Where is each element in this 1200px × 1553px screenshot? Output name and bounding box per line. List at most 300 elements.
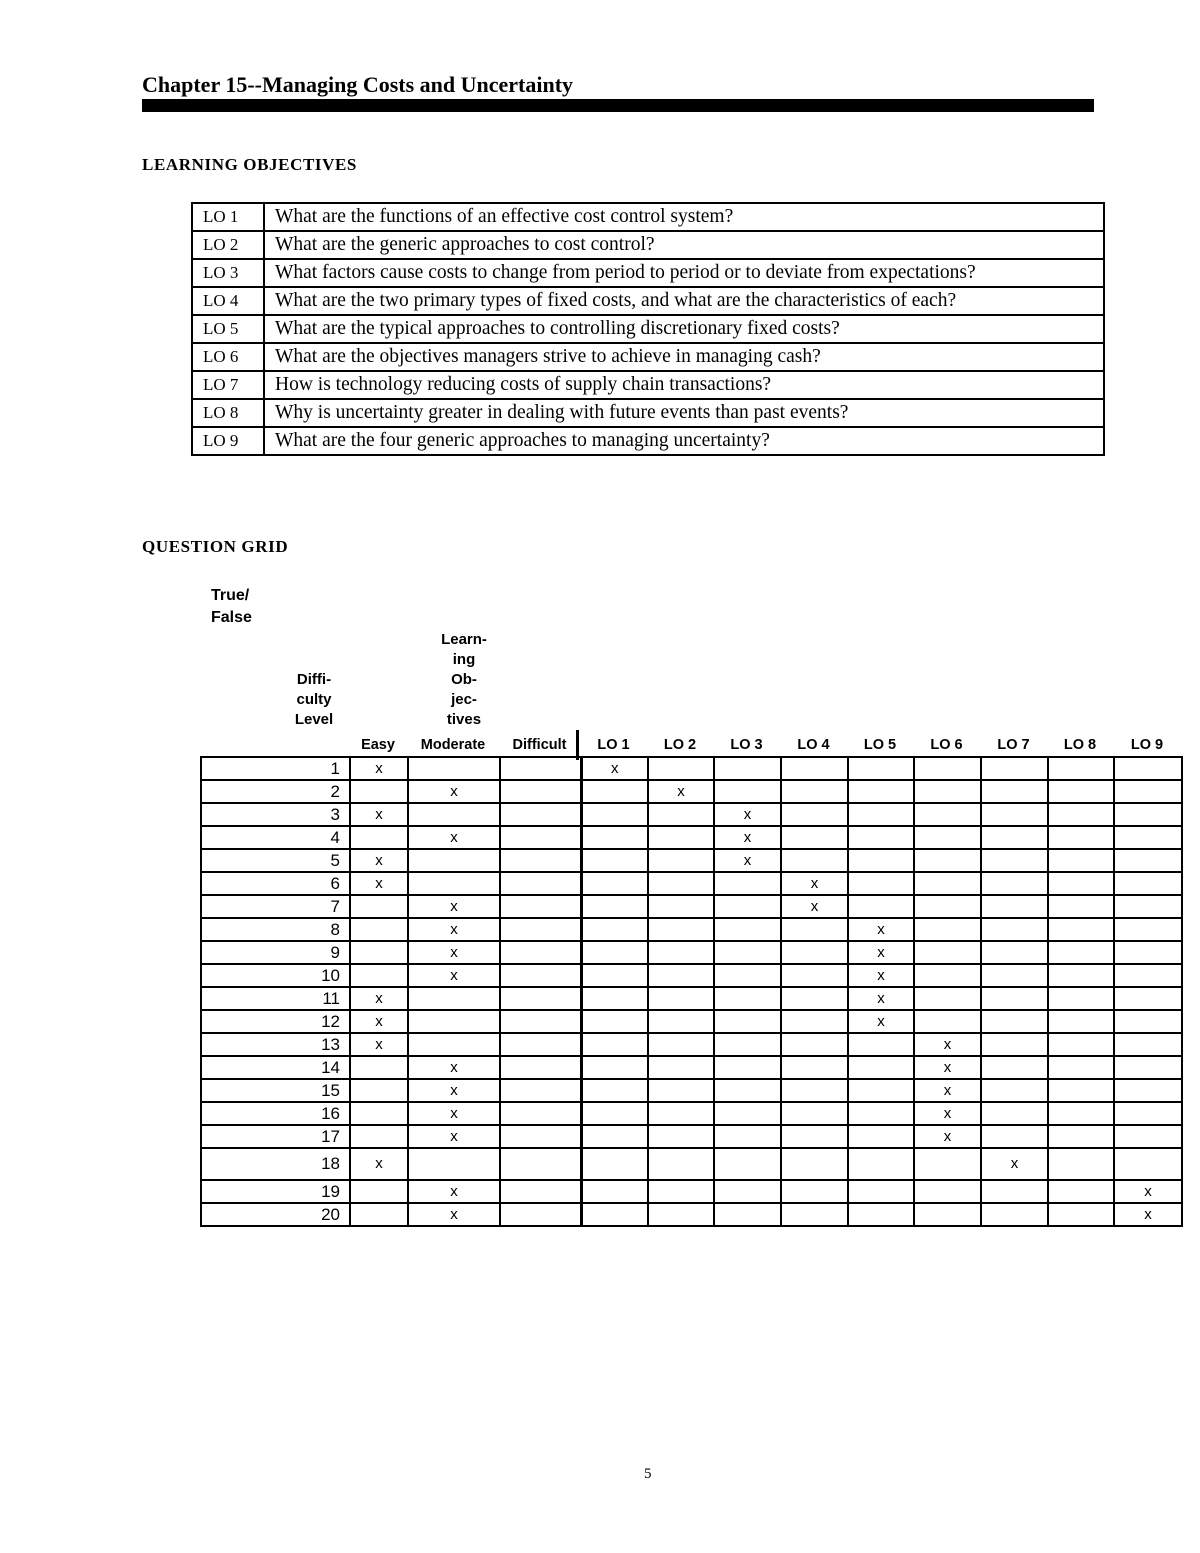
grid-empty-cell <box>500 987 581 1010</box>
grid-empty-cell <box>350 918 408 941</box>
objective-code: LO 4 <box>192 287 264 315</box>
grid-empty-cell <box>500 1033 581 1056</box>
learning-objectives-table <box>191 202 1105 456</box>
grid-empty-cell <box>848 803 914 826</box>
grid-empty-cell <box>408 987 500 1010</box>
grid-empty-cell <box>500 757 581 780</box>
grid-empty-cell <box>408 803 500 826</box>
grid-empty-cell <box>581 1102 648 1125</box>
learning-objective-row <box>192 315 1104 343</box>
question-row <box>201 987 1182 1010</box>
question-number: 19 <box>201 1180 350 1203</box>
grid-mark-cell: x <box>408 941 500 964</box>
grid-empty-cell <box>914 987 981 1010</box>
grid-empty-cell <box>781 1033 848 1056</box>
grid-empty-cell <box>1048 987 1114 1010</box>
grid-empty-cell <box>981 1125 1048 1148</box>
learning-objective-row <box>192 343 1104 371</box>
grid-empty-cell <box>1114 941 1182 964</box>
learning-objective-row <box>192 203 1104 231</box>
grid-mark-cell: x <box>848 964 914 987</box>
objective-text: What are the generic approaches to cost control? <box>264 231 1104 259</box>
grid-empty-cell <box>914 872 981 895</box>
grid-empty-cell <box>581 849 648 872</box>
learning-objective-row <box>192 259 1104 287</box>
grid-mark-cell: x <box>714 803 781 826</box>
grid-empty-cell <box>714 1079 781 1102</box>
grid-mark-cell: x <box>408 1102 500 1125</box>
grid-empty-cell <box>1048 872 1114 895</box>
grid-empty-cell <box>781 1148 848 1180</box>
grid-empty-cell <box>848 895 914 918</box>
grid-empty-cell <box>848 872 914 895</box>
grid-empty-cell <box>408 757 500 780</box>
grid-mark-cell: x <box>350 1033 408 1056</box>
grid-empty-cell <box>1114 757 1182 780</box>
grid-empty-cell <box>981 987 1048 1010</box>
question-number: 5 <box>201 849 350 872</box>
grid-empty-cell <box>1114 1033 1182 1056</box>
question-number: 11 <box>201 987 350 1010</box>
difficulty-column-header: Difficult <box>512 737 567 753</box>
grid-empty-cell <box>1048 941 1114 964</box>
objective-column-header: LO 1 <box>597 737 630 753</box>
objective-text: What are the functions of an effective cost control system? <box>264 203 1104 231</box>
grid-empty-cell <box>981 780 1048 803</box>
header-line: Diffi- <box>296 671 332 688</box>
grid-empty-cell <box>848 849 914 872</box>
grid-empty-cell <box>1114 895 1182 918</box>
grid-empty-cell <box>500 803 581 826</box>
question-row <box>201 1056 1182 1079</box>
objective-text: How is technology reducing costs of supply chain transactions? <box>264 371 1104 399</box>
grid-empty-cell <box>714 918 781 941</box>
objective-code: LO 5 <box>192 315 264 343</box>
grid-empty-cell <box>1114 849 1182 872</box>
objective-code: LO 8 <box>192 399 264 427</box>
grid-empty-cell <box>500 1102 581 1125</box>
grid-empty-cell <box>1114 1010 1182 1033</box>
objective-column-header: LO 2 <box>663 737 697 753</box>
grid-empty-cell <box>1048 1010 1114 1033</box>
grid-empty-cell <box>848 1079 914 1102</box>
grid-empty-cell <box>648 1010 714 1033</box>
grid-empty-cell <box>1048 1079 1114 1102</box>
grid-empty-cell <box>1048 1203 1114 1226</box>
title-rule <box>142 99 1094 112</box>
grid-empty-cell <box>1048 757 1114 780</box>
learning-objective-row <box>192 231 1104 259</box>
grid-empty-cell <box>714 964 781 987</box>
grid-empty-cell <box>714 1203 781 1226</box>
grid-mark-cell: x <box>848 941 914 964</box>
grid-empty-cell <box>1114 803 1182 826</box>
grid-empty-cell <box>500 918 581 941</box>
grid-empty-cell <box>1114 1148 1182 1180</box>
grid-empty-cell <box>1048 1180 1114 1203</box>
grid-empty-cell <box>981 1033 1048 1056</box>
question-grid-heading: QUESTION GRID <box>142 537 289 556</box>
grid-empty-cell <box>648 941 714 964</box>
grid-empty-cell <box>500 941 581 964</box>
grid-empty-cell <box>714 1010 781 1033</box>
question-number: 8 <box>201 918 350 941</box>
grid-empty-cell <box>981 918 1048 941</box>
grid-empty-cell <box>648 987 714 1010</box>
grid-empty-cell <box>408 1010 500 1033</box>
objective-text: What are the four generic approaches to managing uncertainty? <box>264 427 1104 455</box>
grid-empty-cell <box>648 1148 714 1180</box>
grid-empty-cell <box>581 918 648 941</box>
grid-mark-cell: x <box>914 1102 981 1125</box>
grid-empty-cell <box>848 1203 914 1226</box>
question-number: 4 <box>201 826 350 849</box>
grid-empty-cell <box>350 826 408 849</box>
grid-empty-cell <box>1048 826 1114 849</box>
grid-empty-cell <box>781 1056 848 1079</box>
grid-empty-cell <box>408 872 500 895</box>
grid-empty-cell <box>648 826 714 849</box>
grid-empty-cell <box>714 872 781 895</box>
grid-mark-cell: x <box>714 826 781 849</box>
grid-empty-cell <box>781 918 848 941</box>
grid-empty-cell <box>350 1056 408 1079</box>
grid-mark-cell: x <box>914 1079 981 1102</box>
grid-empty-cell <box>714 1180 781 1203</box>
grid-empty-cell <box>781 826 848 849</box>
grid-empty-cell <box>648 757 714 780</box>
objective-column-header: LO 6 <box>930 737 963 753</box>
grid-empty-cell <box>981 1203 1048 1226</box>
grid-empty-cell <box>581 987 648 1010</box>
grid-empty-cell <box>848 1148 914 1180</box>
grid-empty-cell <box>648 1180 714 1203</box>
learning-objective-row <box>192 399 1104 427</box>
objective-column-header: LO 4 <box>797 737 830 753</box>
grid-empty-cell <box>350 1125 408 1148</box>
grid-empty-cell <box>581 1056 648 1079</box>
header-line: Ob- <box>451 671 477 688</box>
learning-objective-row <box>192 427 1104 455</box>
grid-empty-cell <box>981 872 1048 895</box>
grid-empty-cell <box>1048 803 1114 826</box>
question-number: 3 <box>201 803 350 826</box>
header-line: tives <box>446 711 482 728</box>
grid-empty-cell <box>500 1010 581 1033</box>
grid-mark-cell: x <box>714 849 781 872</box>
grid-empty-cell <box>781 803 848 826</box>
grid-mark-cell: x <box>350 1010 408 1033</box>
grid-empty-cell <box>714 1033 781 1056</box>
grid-mark-cell: x <box>408 964 500 987</box>
grid-empty-cell <box>981 895 1048 918</box>
question-number: 10 <box>201 964 350 987</box>
grid-empty-cell <box>1048 1033 1114 1056</box>
header-line: culty <box>296 691 332 708</box>
grid-empty-cell <box>648 1033 714 1056</box>
grid-empty-cell <box>500 1125 581 1148</box>
grid-empty-cell <box>1114 1125 1182 1148</box>
grid-empty-cell <box>581 941 648 964</box>
grid-empty-cell <box>914 941 981 964</box>
objective-code: LO 7 <box>192 371 264 399</box>
grid-empty-cell <box>500 1180 581 1203</box>
question-number: 1 <box>201 757 350 780</box>
grid-empty-cell <box>981 1102 1048 1125</box>
grid-empty-cell <box>648 1102 714 1125</box>
grid-mark-cell: x <box>350 849 408 872</box>
grid-empty-cell <box>781 964 848 987</box>
grid-mark-cell: x <box>781 872 848 895</box>
objective-text: What factors cause costs to change from period to period or to deviate from expectations? <box>264 259 1104 287</box>
grid-mark-cell: x <box>981 1148 1048 1180</box>
grid-empty-cell <box>848 1033 914 1056</box>
grid-mark-cell: x <box>350 803 408 826</box>
grid-empty-cell <box>581 964 648 987</box>
grid-empty-cell <box>581 1203 648 1226</box>
grid-empty-cell <box>781 1079 848 1102</box>
grid-empty-cell <box>1048 1125 1114 1148</box>
grid-empty-cell <box>648 1203 714 1226</box>
question-number: 6 <box>201 872 350 895</box>
question-row <box>201 1033 1182 1056</box>
grid-empty-cell <box>714 1056 781 1079</box>
difficulty-column-header: Easy <box>361 737 395 753</box>
grid-empty-cell <box>714 757 781 780</box>
grid-empty-cell <box>1048 918 1114 941</box>
grid-empty-cell <box>1114 872 1182 895</box>
question-row <box>201 1125 1182 1148</box>
objective-code: LO 2 <box>192 231 264 259</box>
learning-objectives-heading: LEARNING OBJECTIVES <box>142 155 357 174</box>
grid-empty-cell <box>500 964 581 987</box>
grid-empty-cell <box>500 895 581 918</box>
grid-mark-cell: x <box>408 1056 500 1079</box>
grid-empty-cell <box>648 849 714 872</box>
objective-column-header: LO 7 <box>997 737 1030 753</box>
question-type-label <box>211 585 252 629</box>
header-line: ing <box>452 651 476 668</box>
grid-empty-cell <box>981 1056 1048 1079</box>
grid-empty-cell <box>781 780 848 803</box>
grid-empty-cell <box>714 987 781 1010</box>
objective-column-header: LO 9 <box>1130 737 1164 753</box>
header-line: jec- <box>451 691 477 708</box>
grid-empty-cell <box>981 1180 1048 1203</box>
grid-mark-cell: x <box>848 987 914 1010</box>
difficulty-column-header: Moderate <box>420 737 486 753</box>
learning-objectives-header <box>414 630 514 730</box>
grid-empty-cell <box>914 1203 981 1226</box>
grid-empty-cell <box>500 1056 581 1079</box>
grid-empty-cell <box>1114 780 1182 803</box>
grid-empty-cell <box>500 826 581 849</box>
question-number: 9 <box>201 941 350 964</box>
question-number: 14 <box>201 1056 350 1079</box>
learning-objective-row <box>192 287 1104 315</box>
grid-mark-cell: x <box>781 895 848 918</box>
grid-mark-cell: x <box>848 1010 914 1033</box>
grid-empty-cell <box>581 1079 648 1102</box>
grid-empty-cell <box>350 1180 408 1203</box>
grid-empty-cell <box>914 1148 981 1180</box>
grid-empty-cell <box>1048 895 1114 918</box>
grid-empty-cell <box>914 918 981 941</box>
question-number: 2 <box>201 780 350 803</box>
grid-empty-cell <box>981 803 1048 826</box>
grid-empty-cell <box>1048 1056 1114 1079</box>
objective-text: What are the two primary types of fixed costs, and what are the characteristics of each? <box>264 287 1104 315</box>
question-row <box>201 872 1182 895</box>
question-row <box>201 918 1182 941</box>
grid-empty-cell <box>581 1033 648 1056</box>
grid-mark-cell: x <box>914 1056 981 1079</box>
grid-empty-cell <box>914 964 981 987</box>
objective-column-header: LO 3 <box>730 737 763 753</box>
grid-mark-cell: x <box>648 780 714 803</box>
grid-mark-cell: x <box>408 895 500 918</box>
grid-empty-cell <box>648 1125 714 1148</box>
grid-empty-cell <box>981 849 1048 872</box>
grid-empty-cell <box>581 872 648 895</box>
question-row <box>201 1148 1182 1180</box>
header-line: Learn- <box>441 631 487 648</box>
grid-empty-cell <box>1114 826 1182 849</box>
question-row <box>201 964 1182 987</box>
chapter-title: Chapter 15--Managing Costs and Uncertainty <box>142 72 574 97</box>
grid-empty-cell <box>350 964 408 987</box>
grid-empty-cell <box>350 895 408 918</box>
question-row <box>201 826 1182 849</box>
grid-mark-cell: x <box>581 757 648 780</box>
grid-empty-cell <box>848 1125 914 1148</box>
grid-empty-cell <box>781 849 848 872</box>
question-type-line: True/ <box>211 587 250 604</box>
grid-empty-cell <box>848 1056 914 1079</box>
grid-empty-cell <box>781 1180 848 1203</box>
grid-empty-cell <box>648 918 714 941</box>
grid-empty-cell <box>914 826 981 849</box>
grid-empty-cell <box>914 1010 981 1033</box>
grid-empty-cell <box>648 1079 714 1102</box>
grid-empty-cell <box>981 757 1048 780</box>
question-row <box>201 803 1182 826</box>
grid-empty-cell <box>648 1056 714 1079</box>
grid-mark-cell: x <box>350 872 408 895</box>
grid-empty-cell <box>781 1203 848 1226</box>
question-number: 20 <box>201 1203 350 1226</box>
grid-empty-cell <box>914 849 981 872</box>
question-type-line: False <box>211 609 252 626</box>
question-number: 16 <box>201 1102 350 1125</box>
question-row <box>201 895 1182 918</box>
objective-code: LO 9 <box>192 427 264 455</box>
grid-empty-cell <box>1048 1102 1114 1125</box>
header-line: Level <box>294 711 334 728</box>
grid-mark-cell: x <box>408 780 500 803</box>
grid-empty-cell <box>350 1203 408 1226</box>
grid-empty-cell <box>1114 1102 1182 1125</box>
grid-empty-cell <box>714 1148 781 1180</box>
objective-column-header: LO 8 <box>1063 737 1097 753</box>
grid-empty-cell <box>1048 849 1114 872</box>
grid-empty-cell <box>1114 918 1182 941</box>
question-number: 13 <box>201 1033 350 1056</box>
question-number: 15 <box>201 1079 350 1102</box>
grid-empty-cell <box>1114 1056 1182 1079</box>
grid-empty-cell <box>981 1079 1048 1102</box>
grid-empty-cell <box>581 780 648 803</box>
grid-empty-cell <box>981 964 1048 987</box>
grid-mark-cell: x <box>408 918 500 941</box>
objective-column-header: LO 5 <box>863 737 897 753</box>
grid-empty-cell <box>914 895 981 918</box>
grid-empty-cell <box>581 803 648 826</box>
grid-empty-cell <box>1114 964 1182 987</box>
grid-empty-cell <box>500 780 581 803</box>
objective-text: What are the typical approaches to controlling discretionary fixed costs? <box>264 315 1104 343</box>
question-row <box>201 1102 1182 1125</box>
grid-empty-cell <box>781 1010 848 1033</box>
grid-empty-cell <box>914 803 981 826</box>
grid-empty-cell <box>648 872 714 895</box>
grid-empty-cell <box>581 826 648 849</box>
objective-text: Why is uncertainty greater in dealing with future events than past events? <box>264 399 1104 427</box>
question-number: 12 <box>201 1010 350 1033</box>
grid-empty-cell <box>581 1148 648 1180</box>
grid-mark-cell: x <box>848 918 914 941</box>
grid-empty-cell <box>714 895 781 918</box>
question-row <box>201 1203 1182 1226</box>
grid-empty-cell <box>981 941 1048 964</box>
question-row <box>201 1180 1182 1203</box>
grid-empty-cell <box>848 826 914 849</box>
objective-code: LO 1 <box>192 203 264 231</box>
grid-mark-cell: x <box>1114 1203 1182 1226</box>
question-row <box>201 1079 1182 1102</box>
grid-empty-cell <box>581 1180 648 1203</box>
difficulty-level-header <box>279 670 349 730</box>
grid-empty-cell <box>714 941 781 964</box>
grid-mark-cell: x <box>1114 1180 1182 1203</box>
grid-mark-cell: x <box>408 1079 500 1102</box>
grid-empty-cell <box>1048 1148 1114 1180</box>
grid-empty-cell <box>581 1010 648 1033</box>
grid-empty-cell <box>350 941 408 964</box>
grid-mark-cell: x <box>350 987 408 1010</box>
question-number: 18 <box>201 1148 350 1180</box>
question-number: 17 <box>201 1125 350 1148</box>
grid-empty-cell <box>981 1010 1048 1033</box>
grid-empty-cell <box>350 780 408 803</box>
question-row <box>201 1010 1182 1033</box>
grid-empty-cell <box>781 1125 848 1148</box>
grid-mark-cell: x <box>408 1180 500 1203</box>
grid-mark-cell: x <box>350 757 408 780</box>
grid-empty-cell <box>781 1102 848 1125</box>
objective-text: What are the objectives managers strive to achieve in managing cash? <box>264 343 1104 371</box>
learning-objective-row <box>192 371 1104 399</box>
grid-mark-cell: x <box>408 1203 500 1226</box>
grid-empty-cell <box>714 780 781 803</box>
grid-empty-cell <box>648 964 714 987</box>
grid-empty-cell <box>914 780 981 803</box>
grid-empty-cell <box>408 1148 500 1180</box>
grid-empty-cell <box>648 895 714 918</box>
grid-empty-cell <box>1114 1079 1182 1102</box>
grid-empty-cell <box>848 1180 914 1203</box>
grid-empty-cell <box>581 895 648 918</box>
